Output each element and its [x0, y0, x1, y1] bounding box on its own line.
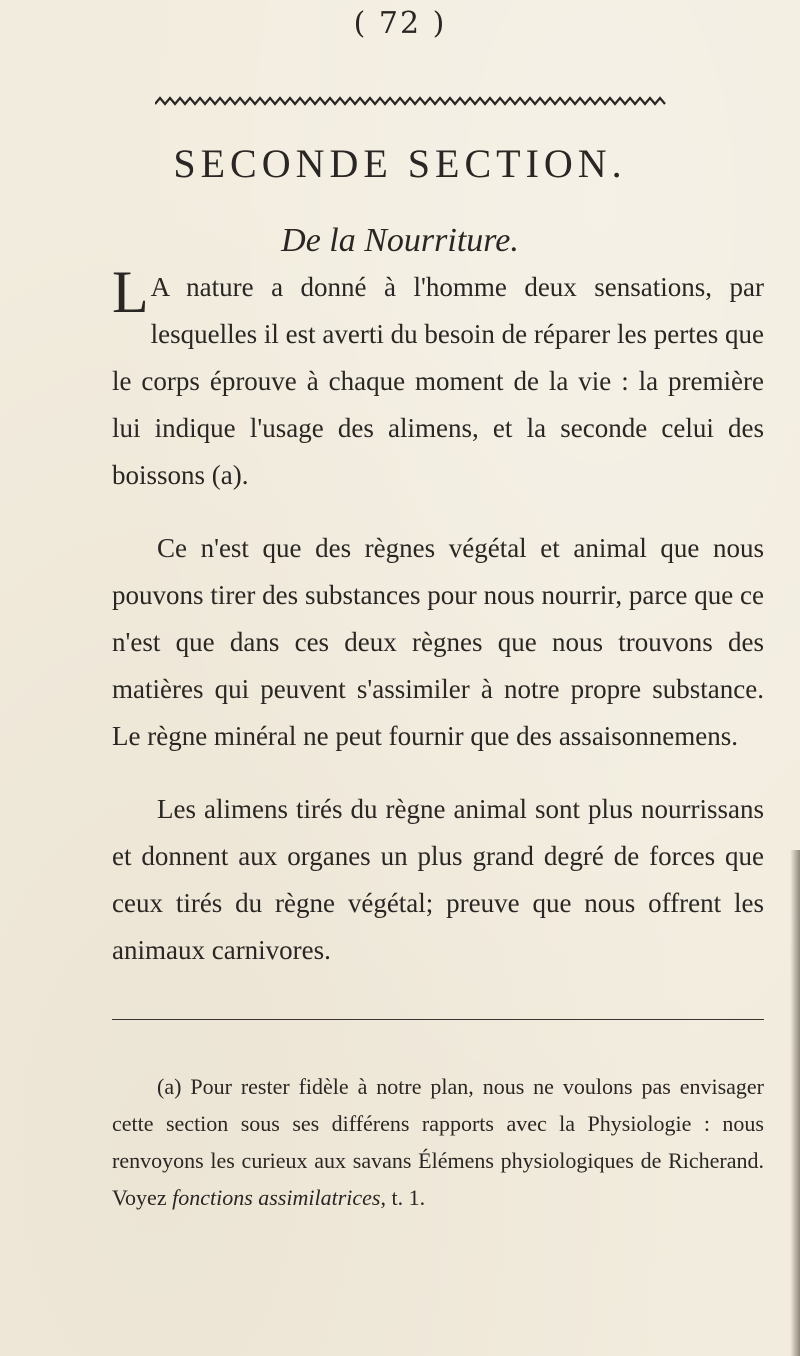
paragraph-2: Ce n'est que des règnes végétal et animal que nous pouvons tirer des substances pour nous nourrir, parce que ce n'est que dans ces deux règnes que nous trouvons des matières qui peuvent s'assimiler à notre propre substance. Le règne minéral ne peut fournir que des assaisonnemens. [112, 533, 764, 751]
footnote-italic-reference: fonctions assimilatrices [172, 1185, 381, 1210]
page-number: ( 72 ) [353, 6, 447, 41]
footnote [112, 1068, 764, 1216]
paragraph-3: Les alimens tirés du règne animal sont plus nourrissans et donnent aux organes un plus grand degré de forces que ceux tirés du règne végétal; preuve que nous offrent les animaux carnivores. [112, 794, 764, 965]
section-subtitle: De la Nourriture. [281, 222, 519, 259]
paragraph-1-text: A nature a donné à l'homme deux sensations, par lesquelles il est averti du besoin de réparer les pertes que le corps éprouve à chaque moment de la vie : la première lui indique l'usage des alimens, et la seconde celui des boissons (a). [112, 272, 764, 490]
footnote-tail: , t. 1. [380, 1185, 426, 1210]
main-text [112, 259, 764, 1000]
drop-cap: L [112, 259, 149, 325]
paragraph-1 [112, 259, 764, 499]
footnote-text: (a) Pour rester fidèle à notre plan, nous ne voulons pas envisager cette section sous ses différens rapports avec la Physiologie : nous renvoyons les curieux aux savans Élémens physiologiques de Richerand. Voyez [112, 1074, 764, 1210]
section-title: SECONDE SECTION. [173, 141, 627, 186]
footnote-divider [112, 1019, 764, 1020]
page-edge-shadow [790, 850, 800, 1356]
ornament-divider [155, 94, 725, 114]
